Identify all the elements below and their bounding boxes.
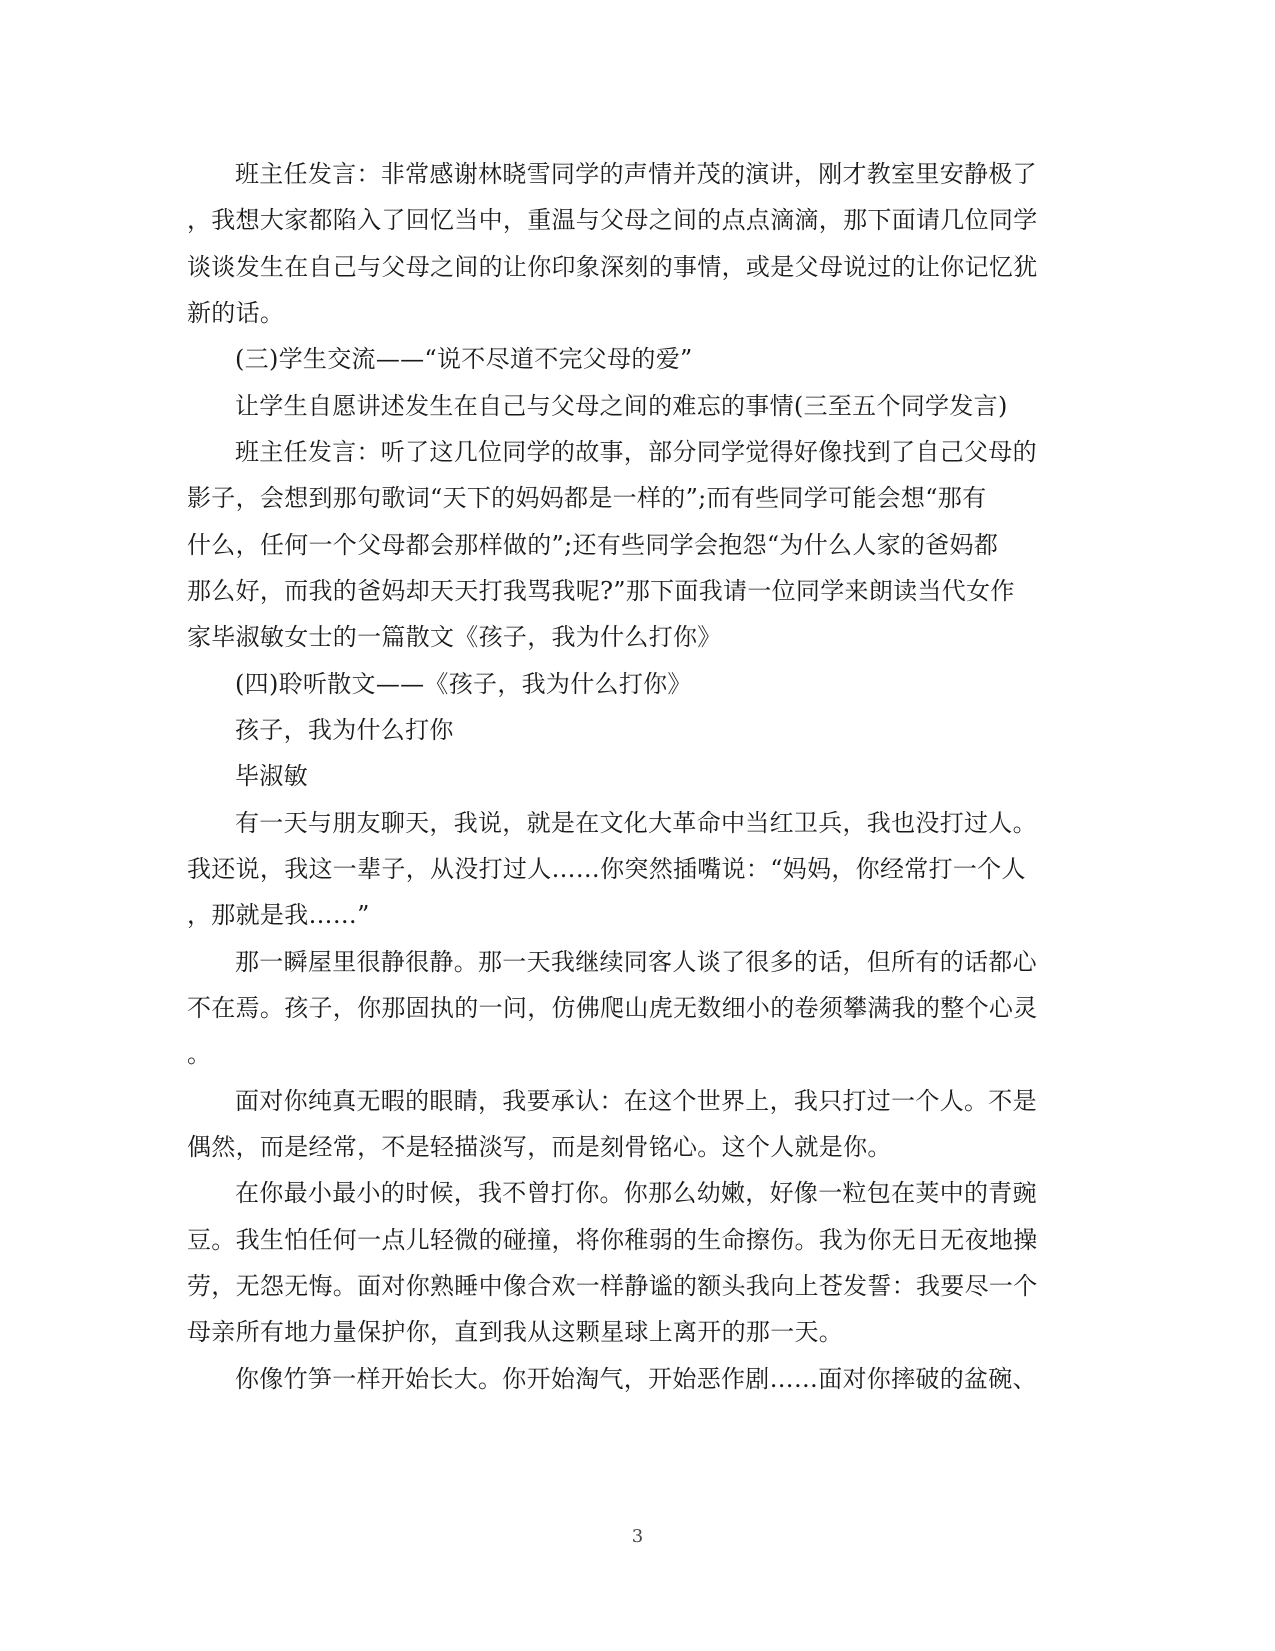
paragraph-line: ，我想大家都陷入了回忆当中，重温与父母之间的点点滴滴，那下面请几位同学: [187, 206, 1038, 234]
paragraph-line: 新的话。: [187, 299, 285, 327]
section-heading: (四)聆听散文——《孩子，我为什么打你》: [235, 670, 692, 698]
paragraph-line: 谈谈发生在自己与父母之间的让你印象深刻的事情，或是父母说过的让你记忆犹: [187, 253, 1038, 281]
page-number: 3: [631, 1526, 644, 1547]
section-heading: (三)学生交流——“说不尽道不完父母的爱”: [235, 345, 693, 373]
paragraph-line: 家毕淑敏女士的一篇散文《孩子，我为什么打你》: [187, 623, 722, 651]
paragraph-line: 豆。我生怕任何一点儿轻微的碰撞，将你稚弱的生命擦伤。我为你无日无夜地操: [187, 1226, 1038, 1254]
paragraph-line: 母亲所有地力量保护你，直到我从这颗星球上离开的那一天。: [187, 1318, 844, 1346]
paragraph-line: 我还说，我这一辈子，从没打过人……你突然插嘴说：“妈妈，你经常打一个人: [187, 855, 1026, 883]
paragraph-line: 让学生自愿讲述发生在自己与父母之间的难忘的事情(三至五个同学发言): [235, 392, 1008, 420]
paragraph-line: 劳，无怨无悔。面对你熟睡中像合欢一样静谧的额头我向上苍发誓：我要尽一个: [187, 1272, 1038, 1300]
paragraph-line: 影子，会想到那句歌词“天下的妈妈都是一样的”;而有些同学可能会想“那有: [187, 484, 987, 512]
paragraph-line: 什么，任何一个父母都会那样做的”;还有些同学会抱怨“为什么人家的爸妈都: [187, 531, 999, 559]
paragraph-line: 班主任发言：非常感谢林晓雪同学的声情并茂的演讲，刚才教室里安静极了: [235, 160, 1037, 188]
paragraph-line: 在你最小最小的时候，我不曾打你。你那么幼嫩，好像一粒包在荚中的青豌: [235, 1179, 1037, 1207]
paragraph-line: 不在焉。孩子，你那固执的一问，仿佛爬山虎无数细小的卷须攀满我的整个心灵: [187, 994, 1038, 1022]
paragraph-line: ，那就是我……”: [187, 901, 370, 929]
paragraph-line: 你像竹笋一样开始长大。你开始淘气，开始恶作剧……面对你摔破的盆碗、: [235, 1365, 1037, 1393]
paragraph-line: 面对你纯真无暇的眼睛，我要承认：在这个世界上，我只打过一个人。不是: [235, 1087, 1037, 1115]
essay-title: 孩子，我为什么打你: [235, 716, 454, 744]
paragraph-line: 有一天与朋友聊天，我说，就是在文化大革命中当红卫兵，我也没打过人。: [235, 809, 1037, 837]
essay-author: 毕淑敏: [235, 762, 308, 790]
paragraph-line: 。: [187, 1040, 212, 1068]
paragraph-line: 那么好，而我的爸妈却天天打我骂我呢?”那下面我请一位同学来朗读当代女作: [187, 577, 1015, 605]
paragraph-line: 那一瞬屋里很静很静。那一天我继续同客人谈了很多的话，但所有的话都心: [235, 948, 1037, 976]
paragraph-line: 班主任发言：听了这几位同学的故事，部分同学觉得好像找到了自己父母的: [235, 438, 1037, 466]
paragraph-line: 偶然，而是经常，不是轻描淡写，而是刻骨铭心。这个人就是你。: [187, 1133, 892, 1161]
